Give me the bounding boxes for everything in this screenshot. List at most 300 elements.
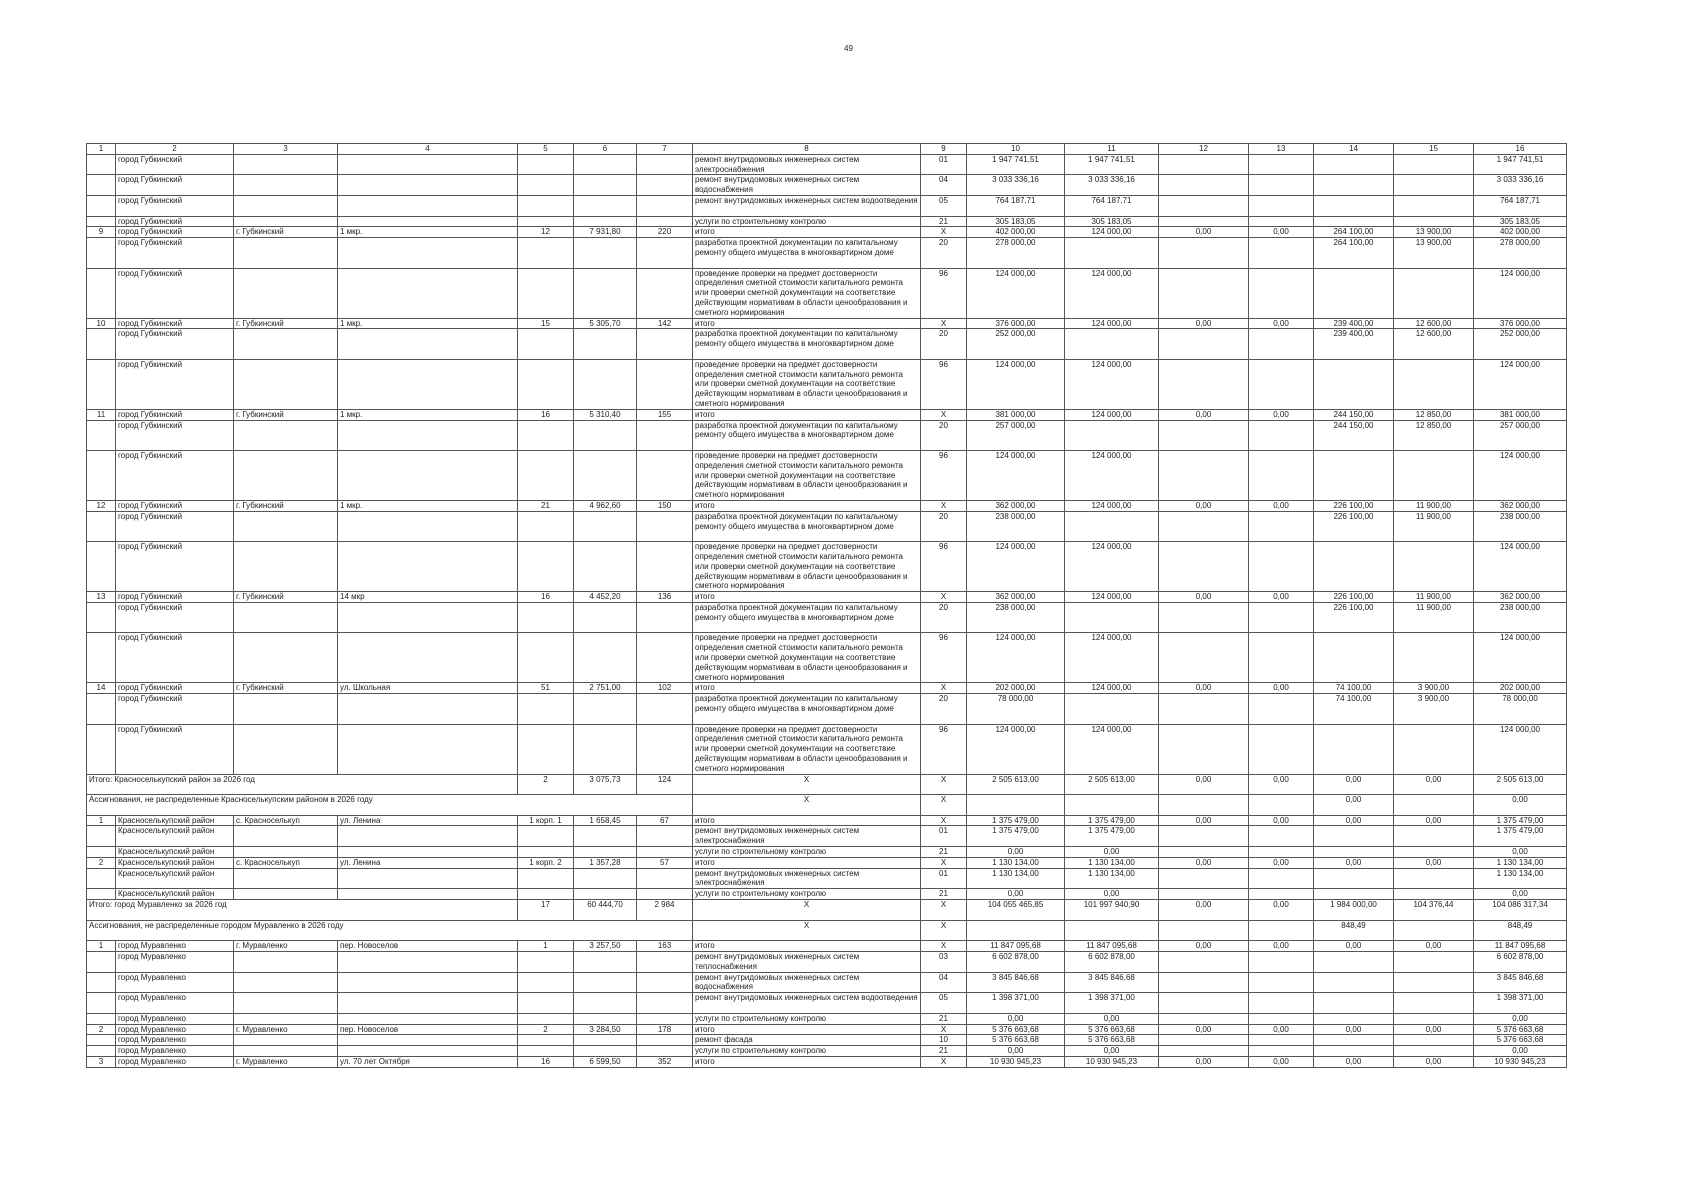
table-cell [518,633,574,683]
table-cell: 01 [921,826,967,847]
table-cell: ремонт внутридомовых инженерных систем электроснабжения [693,868,921,889]
table-cell [1394,795,1474,816]
table-cell: 124 [637,774,693,795]
table-cell [967,795,1065,816]
table-cell: разработка проектной документации по капитальному ремонту общего имущества в многоквартирном доме [693,511,921,541]
table-cell: 5 305,70 [574,318,637,329]
table-cell: 7 [637,144,693,155]
table-cell [637,195,693,216]
table-cell: 14 [1314,144,1394,155]
table-cell: ул. 70 лет Октября [338,1057,518,1068]
table-cell: Красноселькупский район [116,826,234,847]
table-cell: разработка проектной документации по капитальному ремонту общего имущества в многоквартирном доме [693,238,921,268]
table-row [87,500,1567,511]
table-cell [637,1046,693,1057]
table-cell [1159,420,1249,450]
table-cell [338,1013,518,1024]
table-cell: итого [693,409,921,420]
table-cell [518,154,574,175]
table-cell: услуги по строительному контролю [693,889,921,900]
table-cell: Х [921,227,967,238]
table-cell [1394,1046,1474,1057]
table-cell [234,889,338,900]
table-cell: ремонт внутридомовых инженерных систем водоснабжения [693,175,921,196]
table-cell [518,450,574,500]
table-cell: 2 751,00 [574,683,637,694]
table-cell: проведение проверки на предмет достоверности определения сметной стоимости капитального ремонта или проверки сметной документации на соответствие действующим нормативам в области ценообразования и сметного нормирования [693,359,921,409]
table-cell: 10 [921,1035,967,1046]
table-cell: 1 корп. 1 [518,815,574,826]
table-cell: город Губкинский [116,195,234,216]
table-cell: город Губкинский [116,409,234,420]
table-cell [637,633,693,683]
table-cell [87,724,116,774]
table-cell: 2 [518,1024,574,1035]
table-cell [518,1046,574,1057]
table-cell: 362 000,00 [1474,500,1567,511]
table-cell: город Муравленко [116,1013,234,1024]
table-cell: Х [693,920,921,941]
table-cell [234,847,338,858]
table-cell: проведение проверки на предмет достоверности определения сметной стоимости капитального ремонта или проверки сметной документации на соответствие действующим нормативам в области ценообразования и сметного нормирования [693,542,921,592]
table-cell [1159,511,1249,541]
table-cell [1159,450,1249,500]
table-cell [1065,238,1159,268]
table-cell: 2 505 613,00 [1065,774,1159,795]
total-row [87,900,1567,921]
table-cell [234,329,338,359]
table-cell [338,175,518,196]
table-cell: 03 [921,952,967,973]
table-cell [1159,724,1249,774]
table-cell: 74 100,00 [1314,683,1394,694]
table-cell [1065,602,1159,632]
table-row [87,542,1567,592]
table-cell: 0,00 [1249,774,1314,795]
table-cell [1394,972,1474,993]
table-cell [637,216,693,227]
table-cell [87,602,116,632]
table-cell: 3 [87,1057,116,1068]
table-cell: Х [693,774,921,795]
table-cell: 1 130 134,00 [967,868,1065,889]
table-cell [518,826,574,847]
table-cell: 202 000,00 [1474,683,1567,694]
table-cell [1159,847,1249,858]
table-cell: 0,00 [1249,815,1314,826]
table-cell: 124 000,00 [967,268,1065,318]
table-cell: город Муравленко [116,972,234,993]
table-cell: Итого: Красноселькупский район за 2026 год [87,774,518,795]
table-cell: 142 [637,318,693,329]
table-cell: 1 984 000,00 [1314,900,1394,921]
table-cell: 402 000,00 [1474,227,1567,238]
table-cell: 05 [921,993,967,1014]
table-cell: 13 [1249,144,1314,155]
table-row [87,993,1567,1014]
table-cell [1394,952,1474,973]
table-row [87,972,1567,993]
table-cell: с. Красноселькуп [234,857,338,868]
table-cell [338,450,518,500]
table-cell: 0,00 [1159,683,1249,694]
table-cell: итого [693,815,921,826]
table-cell [518,724,574,774]
table-cell: 244 150,00 [1314,420,1394,450]
table-cell: 0,00 [1249,1057,1314,1068]
table-cell: 1 398 371,00 [1065,993,1159,1014]
table-cell: г. Губкинский [234,500,338,511]
table-cell [1159,216,1249,227]
table-cell: Х [921,318,967,329]
table-cell: 0,00 [1249,857,1314,868]
table-cell [338,511,518,541]
table-cell: город Губкинский [116,175,234,196]
table-cell: 74 100,00 [1314,694,1394,724]
table-cell [338,420,518,450]
table-cell [1249,847,1314,858]
table-cell: 1 375 479,00 [967,826,1065,847]
table-cell: 0,00 [1249,683,1314,694]
table-cell: Х [921,795,967,816]
table-cell: Х [921,941,967,952]
table-cell: 764 187,71 [1474,195,1567,216]
table-cell: 178 [637,1024,693,1035]
table-cell: 16 [1474,144,1567,155]
table-cell: 96 [921,359,967,409]
table-cell: 20 [921,511,967,541]
table-row [87,1035,1567,1046]
table-cell [87,359,116,409]
table-cell: 20 [921,238,967,268]
table-cell [1394,1013,1474,1024]
table-cell [338,216,518,227]
table-cell [87,1013,116,1024]
table-cell [234,972,338,993]
table-cell [637,868,693,889]
table-cell [1159,826,1249,847]
table-cell [637,993,693,1014]
table-row [87,1057,1567,1068]
table-cell: 3 845 846,68 [1065,972,1159,993]
table-cell [1394,175,1474,196]
table-row [87,815,1567,826]
table-cell: 0,00 [1159,592,1249,603]
table-cell [637,542,693,592]
table-cell: разработка проектной документации по капитальному ремонту общего имущества в многоквартирном доме [693,420,921,450]
table-cell: город Муравленко [116,952,234,973]
table-cell [574,993,637,1014]
table-row [87,889,1567,900]
table-cell [574,420,637,450]
table-cell [1159,1046,1249,1057]
table-cell [574,724,637,774]
table-cell: 376 000,00 [1474,318,1567,329]
table-cell [637,1035,693,1046]
table-cell: ул. Школьная [338,683,518,694]
table-cell: 163 [637,941,693,952]
table-cell: 0,00 [1159,500,1249,511]
table-cell [518,420,574,450]
table-cell [1159,195,1249,216]
table-cell: 0,00 [1159,227,1249,238]
table-row [87,868,1567,889]
table-cell [518,195,574,216]
table-cell: 1 375 479,00 [1065,826,1159,847]
table-cell [338,694,518,724]
table-cell [1249,724,1314,774]
table-cell: 124 000,00 [967,359,1065,409]
table-cell [574,175,637,196]
table-cell: 402 000,00 [967,227,1065,238]
table-cell: 04 [921,175,967,196]
table-cell: 2 505 613,00 [967,774,1065,795]
table-cell [637,268,693,318]
table-cell: 124 000,00 [1065,318,1159,329]
table-cell: город Муравленко [116,941,234,952]
table-cell [1159,359,1249,409]
table-cell: 102 [637,683,693,694]
table-cell [574,847,637,858]
table-cell [234,359,338,409]
table-cell: город Муравленко [116,993,234,1014]
table-cell: 3 257,50 [574,941,637,952]
table-cell: итого [693,1057,921,1068]
table-cell [234,1046,338,1057]
table-cell: с. Красноселькуп [234,815,338,826]
table-cell: услуги по строительному контролю [693,847,921,858]
table-cell [234,542,338,592]
table-cell [338,1046,518,1057]
table-cell: ремонт внутридомовых инженерных систем теплоснабжения [693,952,921,973]
table-cell: 0,00 [1394,1057,1474,1068]
table-cell: 264 100,00 [1314,227,1394,238]
table-cell: 11 [87,409,116,420]
table-cell [574,868,637,889]
table-cell [574,889,637,900]
table-cell: Х [921,683,967,694]
table-cell [234,633,338,683]
table-cell: ремонт внутридомовых инженерных систем водоснабжения [693,972,921,993]
table-cell [87,511,116,541]
table-cell: Х [921,815,967,826]
table-cell [234,952,338,973]
table-cell: город Губкинский [116,633,234,683]
table-cell [1159,238,1249,268]
table-cell: услуги по строительному контролю [693,1013,921,1024]
table-cell: 2 [116,144,234,155]
table-cell: 0,00 [1394,1024,1474,1035]
table-row [87,847,1567,858]
table-cell [1249,329,1314,359]
table-cell [87,993,116,1014]
table-cell [518,175,574,196]
table-cell [1249,602,1314,632]
table-cell: 10 930 945,23 [1474,1057,1567,1068]
table-cell [1249,511,1314,541]
table-cell [338,952,518,973]
table-row [87,409,1567,420]
table-cell [1249,868,1314,889]
table-cell: 0,00 [967,847,1065,858]
table-cell [234,602,338,632]
table-cell [637,359,693,409]
table-cell: 0,00 [1159,857,1249,868]
table-cell: 764 187,71 [967,195,1065,216]
table-cell: 11 847 095,68 [967,941,1065,952]
table-row [87,683,1567,694]
table-cell [1314,216,1394,227]
table-cell: 1 мкр. [338,500,518,511]
table-cell [1249,952,1314,973]
table-cell [87,268,116,318]
table-cell [518,542,574,592]
table-cell: 6 602 878,00 [1065,952,1159,973]
table-cell: г. Губкинский [234,683,338,694]
table-cell [87,175,116,196]
table-cell [1159,1013,1249,1024]
table-cell [637,329,693,359]
table-cell: 848,49 [1314,920,1394,941]
table-cell [1314,633,1394,683]
table-cell: 264 100,00 [1314,238,1394,268]
table-cell [1394,847,1474,858]
table-cell: 12 [1159,144,1249,155]
table-cell: 11 900,00 [1394,500,1474,511]
table-cell: 2 505 613,00 [1474,774,1567,795]
table-cell [574,450,637,500]
table-cell: 252 000,00 [1474,329,1567,359]
table-cell [574,1035,637,1046]
table-cell: город Губкинский [116,329,234,359]
table-cell [234,175,338,196]
table-cell: город Губкинский [116,359,234,409]
table-cell: 1 [87,815,116,826]
table-row [87,420,1567,450]
table-cell [1314,952,1394,973]
table-cell: 1 375 479,00 [1474,815,1567,826]
table-cell: 2 [518,774,574,795]
table-cell [1249,154,1314,175]
table-cell: 60 444,70 [574,900,637,921]
table-cell: 51 [518,683,574,694]
table-cell: итого [693,318,921,329]
table-cell: 1 357,28 [574,857,637,868]
table-cell: 1 [87,144,116,155]
table-cell: Х [921,774,967,795]
table-cell [518,1035,574,1046]
table-cell [518,993,574,1014]
table-cell [1249,359,1314,409]
table-cell: проведение проверки на предмет достоверности определения сметной стоимости капитального ремонта или проверки сметной документации на соответствие действующим нормативам в области ценообразования и сметного нормирования [693,724,921,774]
table-cell: 238 000,00 [967,511,1065,541]
table-cell: 381 000,00 [967,409,1065,420]
table-cell: 124 000,00 [1065,450,1159,500]
table-cell [87,542,116,592]
table-cell: 96 [921,542,967,592]
table-cell [1249,450,1314,500]
table-cell: 16 [518,1057,574,1068]
table-cell: 136 [637,592,693,603]
table-cell: итого [693,500,921,511]
table-cell: 4 962,60 [574,500,637,511]
table-cell: 257 000,00 [967,420,1065,450]
table-cell: 01 [921,154,967,175]
table-cell: 124 000,00 [1065,268,1159,318]
table-cell: город Губкинский [116,592,234,603]
table-cell: Х [921,857,967,868]
table-cell: 12 850,00 [1394,420,1474,450]
table-cell: 11 900,00 [1394,592,1474,603]
table-cell [1314,826,1394,847]
table-cell: 13 900,00 [1394,227,1474,238]
table-cell: 0,00 [1065,1046,1159,1057]
table-cell [87,420,116,450]
table-cell: 20 [921,420,967,450]
table-cell [338,868,518,889]
table-cell [338,602,518,632]
table-cell [1314,268,1394,318]
table-cell: 0,00 [1159,318,1249,329]
table-cell [637,826,693,847]
table-cell [338,826,518,847]
table-cell [574,359,637,409]
table-cell: город Губкинский [116,542,234,592]
table-cell [1249,795,1314,816]
table-cell: 0,00 [1474,847,1567,858]
table-row [87,227,1567,238]
table-cell: 0,00 [1249,318,1314,329]
table-cell: Итого: город Муравленко за 2026 год [87,900,518,921]
table-cell [574,216,637,227]
table-cell [1065,920,1159,941]
table-cell [87,450,116,500]
table-cell [518,268,574,318]
table-cell: 1 130 134,00 [1065,868,1159,889]
table-cell: 05 [921,195,967,216]
table-cell: 21 [518,500,574,511]
table-cell [1159,868,1249,889]
table-cell [1314,1046,1394,1057]
table-row [87,195,1567,216]
table-cell: 150 [637,500,693,511]
table-cell: 96 [921,724,967,774]
table-cell: 0,00 [1159,774,1249,795]
table-row [87,694,1567,724]
table-cell [1249,826,1314,847]
table-cell: 124 000,00 [1474,633,1567,683]
table-header-row [87,144,1567,155]
table-cell: 11 [1065,144,1159,155]
table-cell: г. Губкинский [234,409,338,420]
table-cell: 96 [921,633,967,683]
table-cell: 0,00 [1474,1046,1567,1057]
table-cell: г. Губкинский [234,227,338,238]
table-cell: 124 000,00 [967,633,1065,683]
table-cell: 5 376 663,68 [967,1024,1065,1035]
table-cell: 124 000,00 [967,450,1065,500]
table-cell: 10 930 945,23 [967,1057,1065,1068]
table-cell [87,633,116,683]
table-cell: 12 600,00 [1394,329,1474,359]
table-cell: 1 658,45 [574,815,637,826]
table-cell: город Губкинский [116,318,234,329]
table-cell: 0,00 [967,1046,1065,1057]
table-row [87,1024,1567,1035]
table-cell: 0,00 [1314,1024,1394,1035]
table-cell: 21 [921,847,967,858]
table-cell [1394,633,1474,683]
